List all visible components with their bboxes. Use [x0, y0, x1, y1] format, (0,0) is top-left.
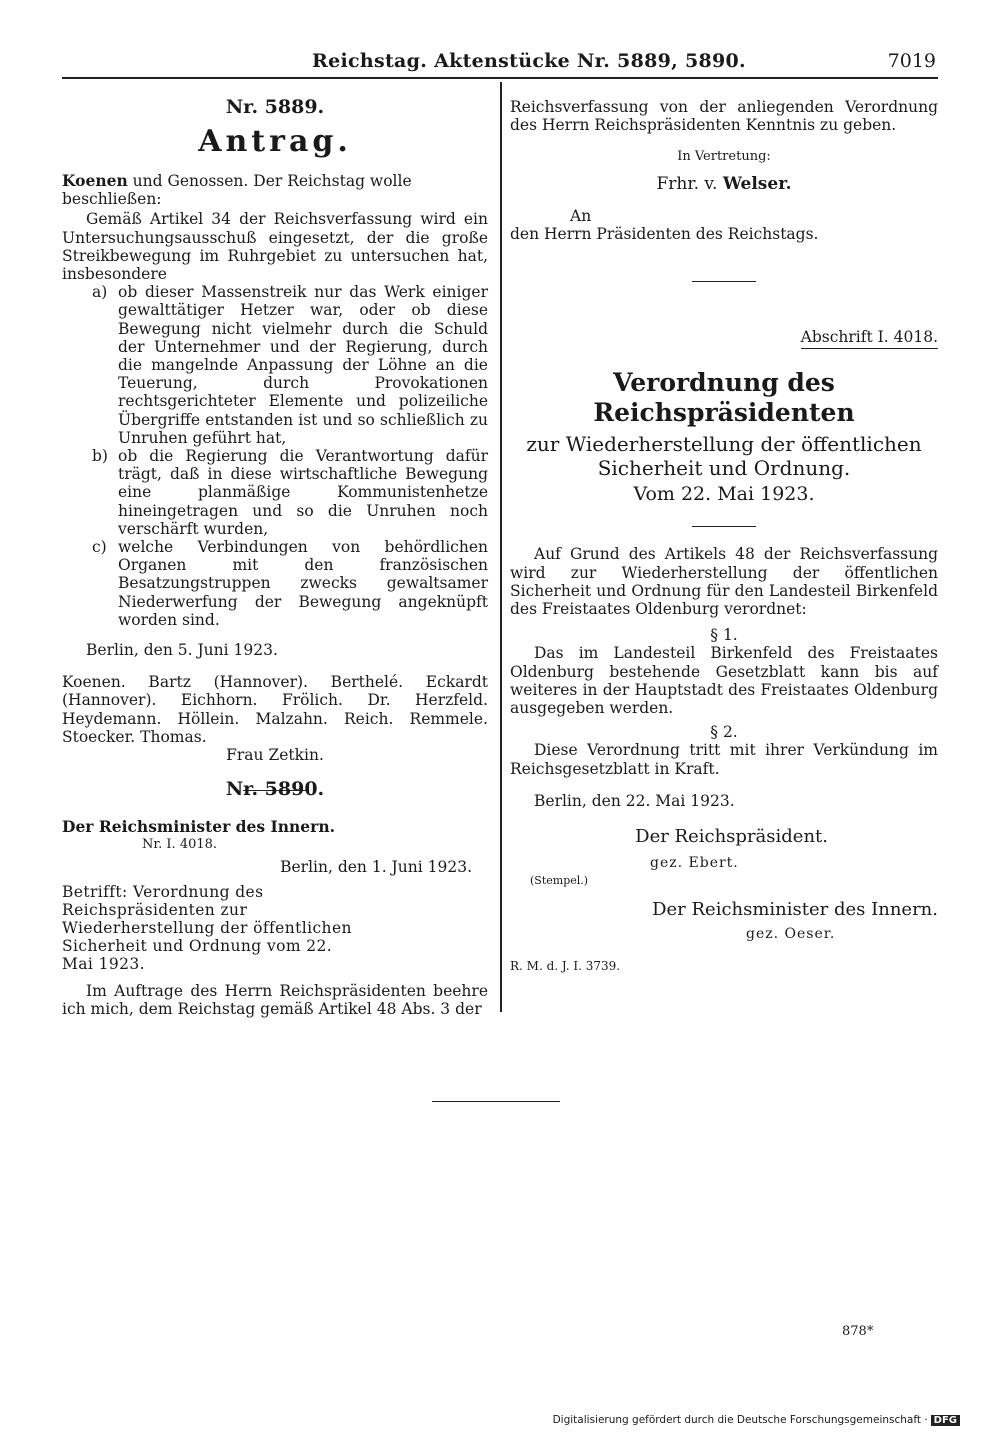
letter-subject: Betrifft: Verordnung des Reichspräsidenten zur Wiederherstellung der öffentlichen Sicherheit und Ordnung vom 22. Mai 1923.: [62, 882, 352, 974]
right-column: [510, 98, 938, 975]
doc-number: Nr. 5889.: [225, 96, 325, 118]
motion-intro: [62, 172, 488, 208]
credit-text: Digitalisierung gefördert durch die Deutsche Forschungsgemeinschaft ·: [552, 1414, 928, 1426]
paragraph-2-label: § 2.: [710, 723, 738, 742]
signer-prefix: Frhr. v.: [656, 173, 723, 194]
signatory-last: Frau Zetkin.: [226, 746, 324, 765]
addressee: den Herrn Präsidenten des Reichstags.: [510, 225, 819, 244]
abschrift-label: Abschrift I. 4018.: [801, 328, 938, 349]
decree-date: Vom 22. Mai 1923.: [633, 483, 815, 506]
list-item: [62, 447, 488, 538]
section-rule: [692, 281, 756, 282]
list-item-label: a): [92, 283, 108, 302]
decree-preamble: Auf Grund des Artikels 48 der Reichsverfassung wird zur Wiederherstellung der öffentlichen Sicherheit und Ordnung für den Landesteil Birkenfeld des Freistaates Oldenburg verordnet:: [510, 545, 938, 619]
sheet-number: 878*: [842, 1324, 874, 1339]
letter-sender: Der Reichsminister des Innern.: [62, 817, 335, 836]
digitization-credit: [553, 1414, 960, 1426]
list-item-label: c): [92, 538, 107, 557]
list-item: [62, 538, 488, 629]
signer-name: Welser.: [722, 173, 792, 194]
list-item-text: welche Verbindungen von behördlichen Organen mit den französischen Besatzungstruppen zwecks gewaltsamer Niederwerfung der Bewegung angeknüpft worden sind.: [118, 538, 488, 629]
letter-signature: [510, 175, 938, 193]
running-header-title: Reichstag. Aktenstücke Nr. 5889, 5890.: [312, 50, 746, 72]
paragraph-1-label: § 1.: [710, 626, 738, 645]
paragraph-2-text: Diese Verordnung tritt mit ihrer Verkündung im Reichsgesetzblatt in Kraft.: [510, 741, 938, 778]
column-divider: [500, 82, 502, 1012]
signatories: Koenen. Bartz (Hannover). Berthelé. Eckardt (Hannover). Eichhorn. Frölich. Dr. Herzfeld. Heydemann. Höllein. Malzahn. Reich. Remmele. Stoecker. Thomas.: [62, 673, 488, 746]
letter-body-start: Im Auftrage des Herrn Reichspräsidenten beehre ich mich, dem Reichstag gemäß Artikel 48 Abs. 3 der: [62, 981, 488, 1018]
header-rule: [62, 77, 938, 79]
intro-rest: und Genossen. Der Reichstag wolle beschließen:: [62, 172, 412, 209]
document-5890: [62, 778, 488, 1018]
decree-place-date: Berlin, den 22. Mai 1923.: [534, 791, 735, 810]
president-title: Der Reichspräsident.: [635, 826, 828, 848]
doc-number: Nr. 5890.: [225, 778, 325, 800]
president-signature: gez. Ebert.: [650, 855, 739, 872]
page-number: 7019: [887, 50, 936, 72]
minister-title: Der Reichsminister des Innern.: [652, 898, 938, 920]
minister-signature: gez. Oeser.: [746, 925, 836, 942]
motion-date: Berlin, den 5. Juni 1923.: [86, 641, 278, 660]
in-vertretung: In Vertretung:: [677, 149, 771, 165]
decree-title: Verordnung des Reichspräsidenten: [593, 368, 855, 428]
addressee-an: An: [570, 206, 592, 225]
section-rule: [692, 526, 756, 527]
dfg-logo: DFG: [931, 1415, 960, 1426]
doc-heading: Antrag.: [198, 124, 352, 159]
file-reference: R. M. d. J. I. 3739.: [510, 959, 621, 974]
abschrift-line: [510, 328, 938, 346]
letter-date: Berlin, den 1. Juni 1923.: [280, 858, 472, 877]
letter-body-continued: Reichsverfassung von der anliegenden Verordnung des Herrn Reichspräsidenten Kenntnis zu geben.: [510, 98, 938, 135]
intro-bold-name: Koenen: [62, 171, 128, 190]
document-5889: [62, 96, 488, 791]
list-item-text: ob die Regierung die Verantwortung dafür trägt, daß in diese wirtschaftliche Bewegung eine planmäßige Kommunistenhetze hineingetragen und so die Unruhen noch verschärft wurden,: [118, 447, 488, 538]
motion-items: [62, 283, 488, 629]
decree-subtitle: zur Wiederherstellung der öffentlichen Sicherheit und Ordnung.: [526, 432, 922, 481]
page-end-rule: [432, 1101, 560, 1102]
paragraph-1-text: Das im Landesteil Birkenfeld des Freistaates Oldenburg bestehende Gesetzblatt kann bis auf weiteres in der Hauptstadt des Freistaates Oldenburg ausgegeben werden.: [510, 644, 938, 718]
stamp: (Stempel.): [530, 874, 589, 888]
motion-body: Gemäß Artikel 34 der Reichsverfassung wird ein Untersuchungsausschuß eingesetzt, der die große Streikbewegung im Ruhrgebiet zu untersuchen hat, insbesondere: [62, 210, 488, 284]
list-item: [62, 283, 488, 447]
list-item-text: ob dieser Massenstreik nur das Werk einiger gewalttätiger Hetzer war, oder ob diese Bewegung nicht vielmehr durch die Schuld der Unternehmer und der Regierung, durch die mangelnde Anpassung der Löhne an die Teuerung, durch Provokationen rechtsgerichteter Elemente und polizeiliche Übergriffe entstanden ist und so schließlich zu Unruhen geführt hat,: [118, 283, 488, 447]
letter-reference: Nr. I. 4018.: [142, 837, 218, 853]
list-item-label: b): [92, 447, 108, 466]
